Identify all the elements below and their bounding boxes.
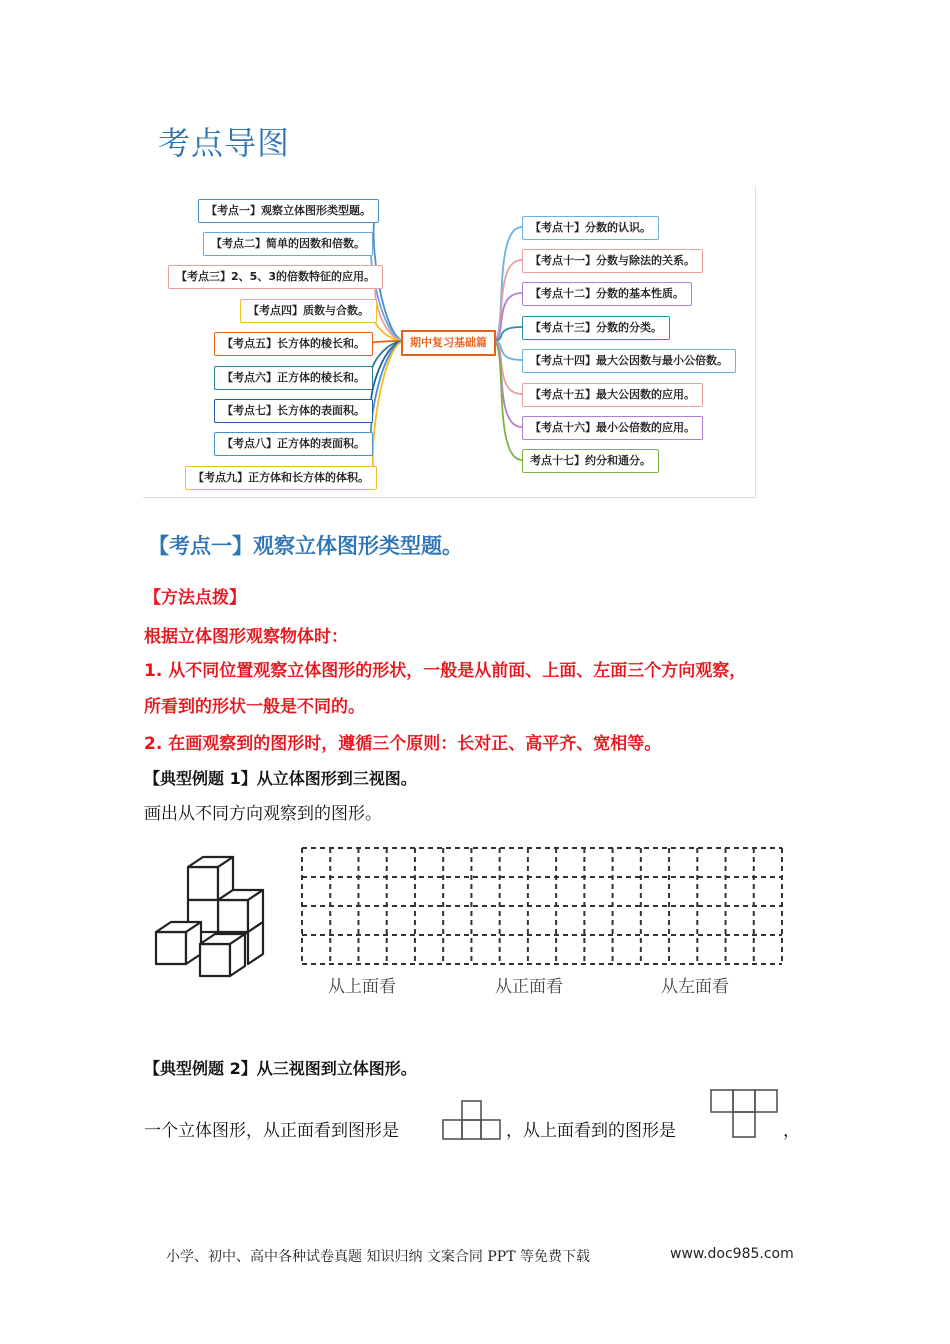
mindmap-left-node: 【考点四】质数与合数。 [240,299,377,323]
method-point-1-line-2: 所看到的形状一般是不同的。 [144,697,365,717]
example-2-title: 【典型例题 2】从三视图到立体图形。 [144,1059,417,1078]
front-view-shape [442,1100,502,1141]
mindmap-connector [493,341,522,427]
top-view-shape [710,1089,778,1139]
footer-text: 小学、初中、高中各种试卷真题 知识归纳 文案合同 PPT 等免费下载 [166,1249,590,1265]
method-heading: 【方法点拨】 [144,588,246,608]
mindmap-connector [373,341,405,477]
example-2-text-c: ， [783,1121,800,1141]
mindmap-left-node: 【考点五】长方体的棱长和。 [214,332,373,356]
view-label-front: 从正面看 [495,977,563,997]
mindmap-right-node: 【考点十二】分数的基本性质。 [522,282,692,306]
mindmap-left-node: 【考点八】正方体的表面积。 [214,432,373,456]
mindmap-left-node: 【考点一】观察立体图形类型题。 [198,199,379,223]
mindmap-right-node: 【考点十六】最小公倍数的应用。 [522,416,703,440]
mindmap-left-node: 【考点三】2、5、3的倍数特征的应用。 [168,265,383,289]
mindmap-left-node: 【考点六】正方体的棱长和。 [214,366,373,390]
section-title: 【考点一】观察立体图形类型题。 [148,534,463,558]
example-1-prompt: 画出从不同方向观察到的图形。 [144,804,382,824]
footer-url[interactable]: www.doc985.com [670,1246,794,1262]
dashed-drawing-grid [300,846,784,966]
example-1-title: 【典型例题 1】从立体图形到三视图。 [144,769,417,788]
mindmap-connector [371,341,405,410]
mindmap-center-node: 期中复习基础篇 [401,330,496,356]
page-title: 考点导图 [158,124,291,162]
mindmap-right-node: 【考点十三】分数的分类。 [522,316,670,340]
method-intro: 根据立体图形观察物体时： [144,627,348,647]
mindmap-connector [493,341,522,460]
example-2-text-a: 一个立体图形，从正面看到图形是 [144,1121,399,1141]
method-point-2: 2. 在画观察到的图形时，遵循三个原则：长对正、高平齐、宽相等。 [144,734,662,754]
mindmap-connector [493,227,522,341]
mindmap-left-node: 【考点二】简单的因数和倍数。 [203,232,373,256]
view-label-top: 从上面看 [328,977,396,997]
mindmap [143,187,756,498]
example-2-text-b: ，从上面看到的图形是 [506,1121,676,1141]
mindmap-right-node: 【考点十四】最大公因数与最小公倍数。 [522,349,736,373]
view-label-left: 从左面看 [661,977,729,997]
mindmap-right-node: 【考点十五】最大公因数的应用。 [522,383,703,407]
mindmap-left-node: 【考点九】正方体和长方体的体积。 [185,466,377,490]
cube-stack-figure [150,852,275,980]
mindmap-connector [371,341,405,443]
mindmap-right-node: 考点十七】约分和通分。 [522,449,659,473]
method-point-1-line-1: 1. 从不同位置观察立体图形的形状，一般是从前面、上面、左面三个方向观察， [144,661,747,681]
mindmap-right-node: 【考点十】分数的认识。 [522,216,659,240]
mindmap-right-node: 【考点十一】分数与除法的关系。 [522,249,703,273]
mindmap-left-node: 【考点七】长方体的表面积。 [214,399,373,423]
